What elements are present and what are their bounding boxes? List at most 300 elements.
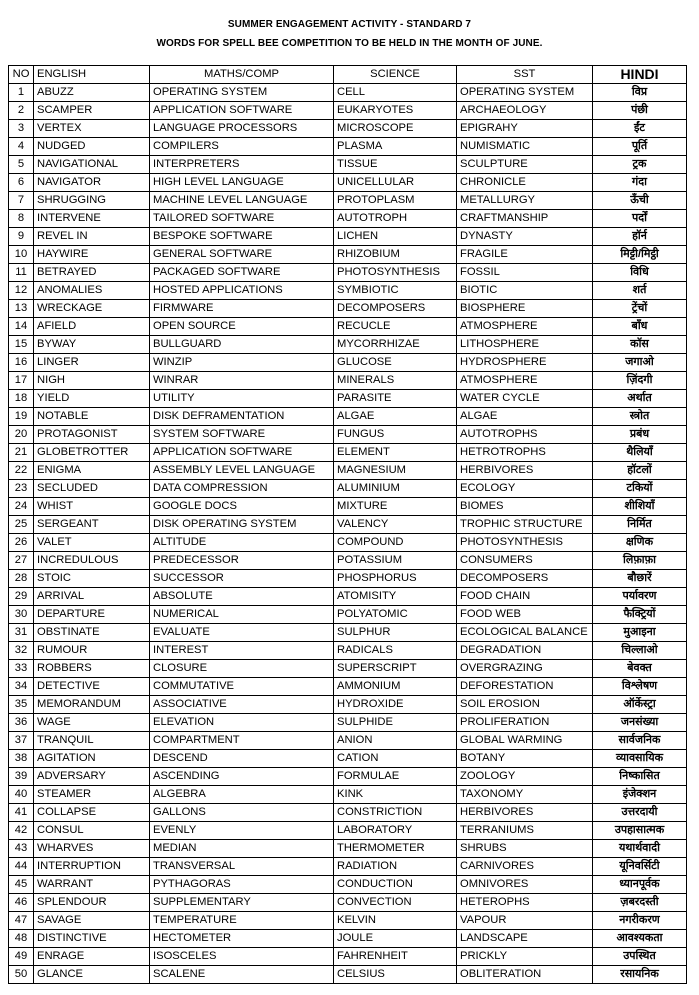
table-row: [9, 174, 687, 192]
cell-no: 49: [9, 948, 34, 966]
table-row: [9, 948, 687, 966]
cell-english: CONSUL: [34, 822, 150, 840]
cell-no: 27: [9, 552, 34, 570]
cell-hindi: ट्रेंचों: [593, 300, 687, 318]
cell-english: BYWAY: [34, 336, 150, 354]
cell-sst: BIOMES: [457, 498, 593, 516]
table-row: [9, 714, 687, 732]
cell-sst: SOIL EROSION: [457, 696, 593, 714]
cell-maths-comp: CLOSURE: [150, 660, 334, 678]
cell-no: 28: [9, 570, 34, 588]
cell-sst: OBLITERATION: [457, 966, 593, 984]
cell-maths-comp: INTERPRETERS: [150, 156, 334, 174]
cell-english: ROBBERS: [34, 660, 150, 678]
cell-sst: HERBIVORES: [457, 462, 593, 480]
cell-sst: DEFORESTATION: [457, 678, 593, 696]
cell-science: AMMONIUM: [334, 678, 457, 696]
cell-science: HYDROXIDE: [334, 696, 457, 714]
cell-hindi: ज़िंदगी: [593, 372, 687, 390]
cell-sst: WATER CYCLE: [457, 390, 593, 408]
cell-english: AFIELD: [34, 318, 150, 336]
table-row: [9, 480, 687, 498]
table-row: [9, 102, 687, 120]
cell-sst: LANDSCAPE: [457, 930, 593, 948]
cell-no: 34: [9, 678, 34, 696]
table-row: [9, 354, 687, 372]
cell-hindi: विश्लेषण: [593, 678, 687, 696]
cell-no: 47: [9, 912, 34, 930]
table-row: [9, 516, 687, 534]
cell-hindi: बौछारें: [593, 570, 687, 588]
cell-no: 6: [9, 174, 34, 192]
cell-english: STEAMER: [34, 786, 150, 804]
table-row: [9, 552, 687, 570]
table-row: [9, 210, 687, 228]
cell-sst: AUTOTROPHS: [457, 426, 593, 444]
table-row: [9, 444, 687, 462]
cell-hindi: निर्मित: [593, 516, 687, 534]
cell-maths-comp: OPEN SOURCE: [150, 318, 334, 336]
cell-hindi: ज़बरदस्ती: [593, 894, 687, 912]
cell-maths-comp: ALGEBRA: [150, 786, 334, 804]
cell-maths-comp: ABSOLUTE: [150, 588, 334, 606]
header-hindi: HINDI: [593, 66, 687, 84]
cell-hindi: थैलियाँ: [593, 444, 687, 462]
cell-sst: FOOD CHAIN: [457, 588, 593, 606]
cell-maths-comp: SYSTEM SOFTWARE: [150, 426, 334, 444]
table-row: [9, 786, 687, 804]
cell-hindi: उत्तरदायी: [593, 804, 687, 822]
cell-no: 18: [9, 390, 34, 408]
cell-english: INTERRUPTION: [34, 858, 150, 876]
cell-english: ENIGMA: [34, 462, 150, 480]
cell-maths-comp: DATA COMPRESSION: [150, 480, 334, 498]
cell-english: ANOMALIES: [34, 282, 150, 300]
cell-no: 9: [9, 228, 34, 246]
table-row: [9, 246, 687, 264]
cell-sst: DYNASTY: [457, 228, 593, 246]
cell-english: SCAMPER: [34, 102, 150, 120]
cell-no: 21: [9, 444, 34, 462]
cell-english: INCREDULOUS: [34, 552, 150, 570]
cell-no: 15: [9, 336, 34, 354]
title-line-1: SUMMER ENGAGEMENT ACTIVITY - STANDARD 7: [227, 19, 472, 30]
cell-science: POTASSIUM: [334, 552, 457, 570]
cell-hindi: ईंट: [593, 120, 687, 138]
cell-sst: SHRUBS: [457, 840, 593, 858]
cell-english: SHRUGGING: [34, 192, 150, 210]
cell-english: COLLAPSE: [34, 804, 150, 822]
cell-no: 43: [9, 840, 34, 858]
cell-sst: ECOLOGY: [457, 480, 593, 498]
cell-maths-comp: GALLONS: [150, 804, 334, 822]
cell-sst: OPERATING SYSTEM: [457, 84, 593, 102]
cell-science: MINERALS: [334, 372, 457, 390]
cell-sst: PROLIFERATION: [457, 714, 593, 732]
cell-english: REVEL IN: [34, 228, 150, 246]
cell-no: 19: [9, 408, 34, 426]
cell-no: 36: [9, 714, 34, 732]
table-row: [9, 876, 687, 894]
cell-science: CONSTRICTION: [334, 804, 457, 822]
table-row: [9, 750, 687, 768]
cell-english: DISTINCTIVE: [34, 930, 150, 948]
cell-maths-comp: INTEREST: [150, 642, 334, 660]
cell-english: INTERVENE: [34, 210, 150, 228]
cell-maths-comp: DESCEND: [150, 750, 334, 768]
cell-sst: HERBIVORES: [457, 804, 593, 822]
cell-no: 48: [9, 930, 34, 948]
cell-maths-comp: FIRMWARE: [150, 300, 334, 318]
cell-science: MAGNESIUM: [334, 462, 457, 480]
cell-science: RECUCLE: [334, 318, 457, 336]
cell-no: 42: [9, 822, 34, 840]
cell-english: SECLUDED: [34, 480, 150, 498]
cell-english: ABUZZ: [34, 84, 150, 102]
cell-hindi: फैक्ट्रियों: [593, 606, 687, 624]
header-science: SCIENCE: [334, 66, 457, 84]
cell-science: CONVECTION: [334, 894, 457, 912]
header-no: NO: [9, 66, 34, 84]
cell-science: ELEMENT: [334, 444, 457, 462]
cell-hindi: इंजेक्शन: [593, 786, 687, 804]
table-row: [9, 228, 687, 246]
cell-sst: HYDROSPHERE: [457, 354, 593, 372]
cell-science: MICROSCOPE: [334, 120, 457, 138]
table-row: [9, 84, 687, 102]
cell-hindi: पर्दों: [593, 210, 687, 228]
table-row: [9, 768, 687, 786]
cell-english: TRANQUIL: [34, 732, 150, 750]
cell-sst: ALGAE: [457, 408, 593, 426]
cell-sst: HETROTROPHS: [457, 444, 593, 462]
cell-science: GLUCOSE: [334, 354, 457, 372]
cell-hindi: विधि: [593, 264, 687, 282]
cell-hindi: क्षणिक: [593, 534, 687, 552]
cell-hindi: सार्वजनिक: [593, 732, 687, 750]
cell-science: LICHEN: [334, 228, 457, 246]
cell-science: EUKARYOTES: [334, 102, 457, 120]
cell-maths-comp: SUCCESSOR: [150, 570, 334, 588]
cell-english: VALET: [34, 534, 150, 552]
cell-no: 33: [9, 660, 34, 678]
cell-english: NUDGED: [34, 138, 150, 156]
cell-science: FORMULAE: [334, 768, 457, 786]
cell-science: SULPHIDE: [334, 714, 457, 732]
cell-hindi: हॉटलों: [593, 462, 687, 480]
table-row: [9, 642, 687, 660]
cell-english: NAVIGATOR: [34, 174, 150, 192]
cell-science: RADICALS: [334, 642, 457, 660]
cell-maths-comp: OPERATING SYSTEM: [150, 84, 334, 102]
cell-sst: METALLURGY: [457, 192, 593, 210]
cell-sst: CRAFTMANSHIP: [457, 210, 593, 228]
cell-hindi: ट्रक: [593, 156, 687, 174]
cell-no: 44: [9, 858, 34, 876]
cell-no: 10: [9, 246, 34, 264]
cell-hindi: नगरीकरण: [593, 912, 687, 930]
cell-sst: DEGRADATION: [457, 642, 593, 660]
cell-english: SERGEANT: [34, 516, 150, 534]
cell-no: 39: [9, 768, 34, 786]
cell-science: LABORATORY: [334, 822, 457, 840]
cell-hindi: जगाओ: [593, 354, 687, 372]
cell-maths-comp: EVENLY: [150, 822, 334, 840]
cell-maths-comp: COMPARTMENT: [150, 732, 334, 750]
cell-hindi: यूनिवर्सिटी: [593, 858, 687, 876]
cell-hindi: शर्त: [593, 282, 687, 300]
cell-hindi: पूर्ति: [593, 138, 687, 156]
cell-maths-comp: MEDIAN: [150, 840, 334, 858]
cell-maths-comp: ASSOCIATIVE: [150, 696, 334, 714]
cell-science: SYMBIOTIC: [334, 282, 457, 300]
cell-maths-comp: HIGH LEVEL LANGUAGE: [150, 174, 334, 192]
table-row: [9, 894, 687, 912]
cell-english: OBSTINATE: [34, 624, 150, 642]
cell-maths-comp: ASSEMBLY LEVEL LANGUAGE: [150, 462, 334, 480]
cell-hindi: ऊँची: [593, 192, 687, 210]
table-row: [9, 498, 687, 516]
cell-sst: ATMOSPHERE: [457, 372, 593, 390]
table-row: [9, 840, 687, 858]
cell-sst: TAXONOMY: [457, 786, 593, 804]
cell-no: 22: [9, 462, 34, 480]
cell-english: NAVIGATIONAL: [34, 156, 150, 174]
cell-sst: FOSSIL: [457, 264, 593, 282]
cell-sst: CHRONICLE: [457, 174, 593, 192]
cell-hindi: गंदा: [593, 174, 687, 192]
cell-no: 46: [9, 894, 34, 912]
cell-sst: NUMISMATIC: [457, 138, 593, 156]
cell-science: PHOTOSYNTHESIS: [334, 264, 457, 282]
cell-no: 3: [9, 120, 34, 138]
cell-sst: PRICKLY: [457, 948, 593, 966]
table-row: [9, 732, 687, 750]
cell-hindi: उपहासात्मक: [593, 822, 687, 840]
cell-no: 17: [9, 372, 34, 390]
cell-maths-comp: DISK OPERATING SYSTEM: [150, 516, 334, 534]
cell-hindi: विप्र: [593, 84, 687, 102]
cell-hindi: पर्यावरण: [593, 588, 687, 606]
cell-science: TISSUE: [334, 156, 457, 174]
cell-english: RUMOUR: [34, 642, 150, 660]
cell-science: ATOMISITY: [334, 588, 457, 606]
cell-no: 25: [9, 516, 34, 534]
cell-no: 5: [9, 156, 34, 174]
cell-no: 45: [9, 876, 34, 894]
cell-no: 50: [9, 966, 34, 984]
cell-science: ALUMINIUM: [334, 480, 457, 498]
cell-science: AUTOTROPH: [334, 210, 457, 228]
cell-science: PLASMA: [334, 138, 457, 156]
cell-english: MEMORANDUM: [34, 696, 150, 714]
cell-english: SAVAGE: [34, 912, 150, 930]
cell-science: POLYATOMIC: [334, 606, 457, 624]
cell-science: MIXTURE: [334, 498, 457, 516]
table-row: [9, 390, 687, 408]
cell-maths-comp: EVALUATE: [150, 624, 334, 642]
cell-no: 24: [9, 498, 34, 516]
cell-english: YIELD: [34, 390, 150, 408]
cell-hindi: शीशियाँ: [593, 498, 687, 516]
cell-no: 14: [9, 318, 34, 336]
cell-maths-comp: PREDECESSOR: [150, 552, 334, 570]
cell-hindi: टकियों: [593, 480, 687, 498]
cell-sst: FRAGILE: [457, 246, 593, 264]
table-row: [9, 336, 687, 354]
cell-english: BETRAYED: [34, 264, 150, 282]
cell-science: SUPERSCRIPT: [334, 660, 457, 678]
cell-sst: HETEROPHS: [457, 894, 593, 912]
cell-sst: ECOLOGICAL BALANCE: [457, 624, 593, 642]
word-table: [8, 65, 687, 984]
table-row: [9, 282, 687, 300]
table-row: [9, 606, 687, 624]
cell-hindi: रसायनिक: [593, 966, 687, 984]
cell-science: CELSIUS: [334, 966, 457, 984]
cell-maths-comp: ASCENDING: [150, 768, 334, 786]
cell-sst: GLOBAL WARMING: [457, 732, 593, 750]
table-row: [9, 570, 687, 588]
cell-hindi: मुआइना: [593, 624, 687, 642]
header-sst: SST: [457, 66, 593, 84]
cell-english: SPLENDOUR: [34, 894, 150, 912]
cell-no: 23: [9, 480, 34, 498]
cell-maths-comp: COMPILERS: [150, 138, 334, 156]
cell-english: STOIC: [34, 570, 150, 588]
cell-science: PROTOPLASM: [334, 192, 457, 210]
cell-english: AGITATION: [34, 750, 150, 768]
cell-maths-comp: GENERAL SOFTWARE: [150, 246, 334, 264]
cell-no: 26: [9, 534, 34, 552]
cell-sst: CONSUMERS: [457, 552, 593, 570]
cell-hindi: पंछी: [593, 102, 687, 120]
cell-sst: EPIGRAHY: [457, 120, 593, 138]
cell-no: 7: [9, 192, 34, 210]
cell-maths-comp: LANGUAGE PROCESSORS: [150, 120, 334, 138]
cell-maths-comp: HECTOMETER: [150, 930, 334, 948]
cell-no: 35: [9, 696, 34, 714]
cell-hindi: यथार्थवादी: [593, 840, 687, 858]
title-line-2: WORDS FOR SPELL BEE COMPETITION TO BE HELD IN THE MONTH OF JUNE.: [156, 38, 543, 49]
cell-science: SULPHUR: [334, 624, 457, 642]
cell-english: DETECTIVE: [34, 678, 150, 696]
table-row: [9, 822, 687, 840]
cell-english: ENRAGE: [34, 948, 150, 966]
table-row: [9, 462, 687, 480]
cell-maths-comp: WINZIP: [150, 354, 334, 372]
cell-no: 20: [9, 426, 34, 444]
cell-maths-comp: NUMERICAL: [150, 606, 334, 624]
cell-sst: ATMOSPHERE: [457, 318, 593, 336]
cell-maths-comp: MACHINE LEVEL LANGUAGE: [150, 192, 334, 210]
table-row: [9, 534, 687, 552]
cell-hindi: स्त्रोत: [593, 408, 687, 426]
cell-sst: ARCHAEOLOGY: [457, 102, 593, 120]
cell-english: VERTEX: [34, 120, 150, 138]
cell-hindi: व्यावसायिक: [593, 750, 687, 768]
table-row: [9, 588, 687, 606]
table-row: [9, 156, 687, 174]
header-row: [9, 66, 687, 84]
cell-sst: DECOMPOSERS: [457, 570, 593, 588]
cell-sst: LITHOSPHERE: [457, 336, 593, 354]
cell-science: CELL: [334, 84, 457, 102]
header-english: ENGLISH: [34, 66, 150, 84]
table-row: [9, 138, 687, 156]
cell-no: 11: [9, 264, 34, 282]
cell-hindi: ऑर्केस्ट्रा: [593, 696, 687, 714]
cell-maths-comp: ELEVATION: [150, 714, 334, 732]
cell-hindi: निष्कासित: [593, 768, 687, 786]
cell-maths-comp: GOOGLE DOCS: [150, 498, 334, 516]
cell-sst: FOOD WEB: [457, 606, 593, 624]
cell-no: 38: [9, 750, 34, 768]
cell-hindi: उपस्थित: [593, 948, 687, 966]
table-row: [9, 426, 687, 444]
cell-science: JOULE: [334, 930, 457, 948]
cell-science: KINK: [334, 786, 457, 804]
cell-maths-comp: PYTHAGORAS: [150, 876, 334, 894]
cell-sst: PHOTOSYNTHESIS: [457, 534, 593, 552]
cell-no: 12: [9, 282, 34, 300]
cell-science: MYCORRHIZAE: [334, 336, 457, 354]
cell-maths-comp: BULLGUARD: [150, 336, 334, 354]
cell-maths-comp: ISOSCELES: [150, 948, 334, 966]
cell-sst: VAPOUR: [457, 912, 593, 930]
cell-no: 40: [9, 786, 34, 804]
cell-science: KELVIN: [334, 912, 457, 930]
cell-english: GLANCE: [34, 966, 150, 984]
cell-science: CATION: [334, 750, 457, 768]
cell-sst: OMNIVORES: [457, 876, 593, 894]
table-row: [9, 264, 687, 282]
table-row: [9, 930, 687, 948]
cell-maths-comp: SCALENE: [150, 966, 334, 984]
cell-sst: ZOOLOGY: [457, 768, 593, 786]
cell-maths-comp: UTILITY: [150, 390, 334, 408]
cell-science: FAHRENHEIT: [334, 948, 457, 966]
table-row: [9, 300, 687, 318]
cell-maths-comp: PACKAGED SOFTWARE: [150, 264, 334, 282]
table-row: [9, 660, 687, 678]
cell-no: 16: [9, 354, 34, 372]
table-row: [9, 624, 687, 642]
cell-maths-comp: SUPPLEMENTARY: [150, 894, 334, 912]
cell-maths-comp: TRANSVERSAL: [150, 858, 334, 876]
cell-sst: BIOSPHERE: [457, 300, 593, 318]
table-row: [9, 858, 687, 876]
cell-hindi: प्रबंध: [593, 426, 687, 444]
cell-no: 31: [9, 624, 34, 642]
cell-science: ANION: [334, 732, 457, 750]
cell-hindi: कॉस: [593, 336, 687, 354]
cell-science: COMPOUND: [334, 534, 457, 552]
cell-no: 4: [9, 138, 34, 156]
cell-science: DECOMPOSERS: [334, 300, 457, 318]
cell-sst: TERRANIUMS: [457, 822, 593, 840]
cell-sst: CARNIVORES: [457, 858, 593, 876]
cell-science: UNICELLULAR: [334, 174, 457, 192]
cell-english: WARRANT: [34, 876, 150, 894]
cell-hindi: चिल्लाओ: [593, 642, 687, 660]
cell-maths-comp: DISK DEFRAMENTATION: [150, 408, 334, 426]
cell-science: CONDUCTION: [334, 876, 457, 894]
cell-english: NIGH: [34, 372, 150, 390]
cell-english: WAGE: [34, 714, 150, 732]
table-row: [9, 678, 687, 696]
cell-english: PROTAGONIST: [34, 426, 150, 444]
